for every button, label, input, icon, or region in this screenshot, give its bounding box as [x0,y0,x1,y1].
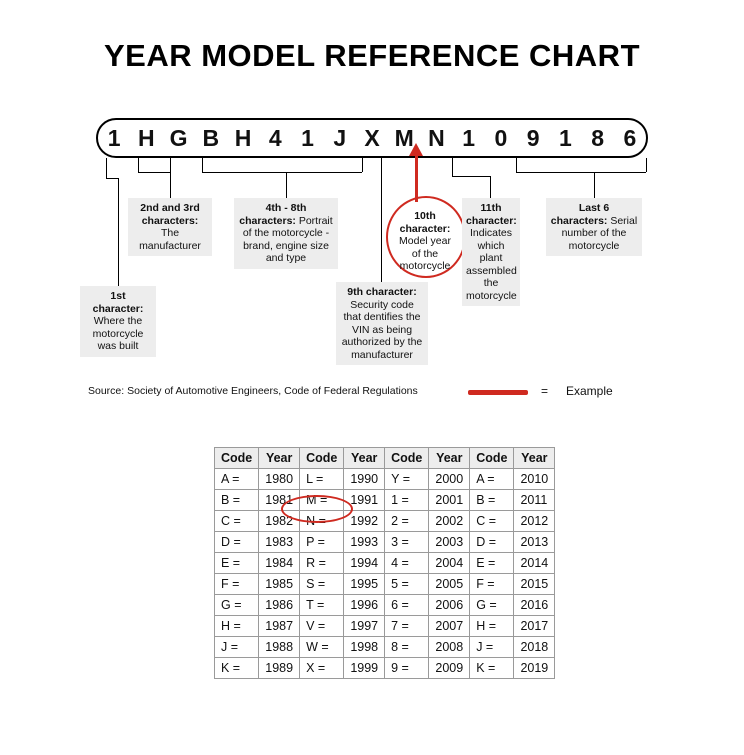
table-cell: 1999 [344,658,385,679]
table-cell: F = [215,574,259,595]
table-header-cell: Year [514,448,555,469]
table-cell: 2004 [429,553,470,574]
table-cell: 1980 [259,469,300,490]
leader-line-last6-b [646,158,647,172]
table-cell: 2012 [514,511,555,532]
table-cell: 2019 [514,658,555,679]
table-cell: F = [470,574,514,595]
table-cell: G = [470,595,514,616]
callout-last-six-body: Serial number of the motorcycle [561,214,638,252]
table-row [215,637,555,658]
table-header-row [215,448,555,469]
callout-tenth-heading: 10th character: [399,210,451,235]
callout-eleventh-heading: 11th character: [466,202,517,227]
leader-line-first-char-drop [118,178,119,286]
table-cell: C = [470,511,514,532]
vin-char: N [428,125,445,151]
table-cell: N = [300,511,344,532]
leader-line-first-char-down [106,158,107,178]
table-cell: K = [215,658,259,679]
table-row [215,658,555,679]
table-cell: 2010 [514,469,555,490]
table-cell: X = [300,658,344,679]
table-cell: E = [215,553,259,574]
callout-first-character-heading: 1st character: [92,290,144,315]
table-cell: 1988 [259,637,300,658]
table-cell: J = [215,637,259,658]
table-cell: S = [300,574,344,595]
table-cell: 2002 [429,511,470,532]
table-header-cell: Year [429,448,470,469]
table-row [215,511,555,532]
callout-second-third-characters [128,198,212,256]
table-cell: 2001 [429,490,470,511]
table-header-cell: Code [470,448,514,469]
table-cell: 1994 [344,553,385,574]
table-cell: B = [470,490,514,511]
red-arrow-shaft-icon [415,152,418,202]
legend-example-bar-icon [468,390,528,395]
vin-char: X [364,125,380,151]
table-header-cell: Code [215,448,259,469]
vin-number-box [96,118,648,158]
table-cell-highlighted-code: M = [300,490,344,511]
leader-line-last6-across [516,172,646,173]
leader-line-first-char-across [106,178,118,179]
table-cell: A = [215,469,259,490]
table-cell: 2 = [385,511,429,532]
source-text: Source: Society of Automotive Engineers, Code of Federal Regulations [88,385,418,397]
table-cell: 2017 [514,616,555,637]
callout-eleventh-body: Indicates which plant assembled the motorcycle [466,227,517,302]
table-cell: 1985 [259,574,300,595]
table-cell: 1995 [344,574,385,595]
table-row [215,532,555,553]
table-cell: 3 = [385,532,429,553]
table-cell: 2006 [429,595,470,616]
table-cell: 2007 [429,616,470,637]
table-cell: 2008 [429,637,470,658]
leader-line-11th-across [452,176,490,177]
vin-char: 4 [268,125,282,151]
vin-char: G [169,125,188,151]
vin-char: 8 [591,125,605,151]
table-cell: Y = [385,469,429,490]
table-cell: R = [300,553,344,574]
table-cell: J = [470,637,514,658]
table-cell: 2009 [429,658,470,679]
leader-line-2nd3rd-a [138,158,139,172]
table-cell: 1998 [344,637,385,658]
vin-char: 0 [494,125,508,151]
table-cell: 2000 [429,469,470,490]
table-cell: 2014 [514,553,555,574]
table-cell: 2018 [514,637,555,658]
callout-fourth-eighth-characters [234,198,338,269]
table-cell: 6 = [385,595,429,616]
table-cell: 1986 [259,595,300,616]
vin-char: H [138,125,155,151]
leader-line-4th8th-across [202,172,362,173]
table-row [215,574,555,595]
leader-line-2nd3rd-drop [170,172,171,198]
table-cell: 2005 [429,574,470,595]
callout-second-third-body: The manufacturer [139,227,201,252]
table-cell: 2003 [429,532,470,553]
table-cell: 1982 [259,511,300,532]
table-row [215,469,555,490]
table-cell: L = [300,469,344,490]
table-cell: P = [300,532,344,553]
page-title: YEAR MODEL REFERENCE CHART [103,38,641,73]
callout-ninth-heading: 9th character: [347,286,417,298]
table-cell: K = [470,658,514,679]
leader-line-11th-a [452,158,453,176]
vin-char: 1 [107,125,121,151]
table-row [215,490,555,511]
callout-tenth-character [390,206,460,277]
leader-line-4th8th-a [202,158,203,172]
table-cell: 1 = [385,490,429,511]
table-cell: 1983 [259,532,300,553]
year-code-table [214,447,555,679]
table-cell: 1981 [259,490,300,511]
callout-last-six-characters [546,198,642,256]
leader-line-4th8th-b [362,158,363,172]
table-cell: 9 = [385,658,429,679]
table-cell: 8 = [385,637,429,658]
vin-char: 9 [526,125,540,151]
table-cell: 5 = [385,574,429,595]
leader-line-last6-drop [594,172,595,198]
table-cell: B = [215,490,259,511]
callout-tenth-body: Model year of the motorcycle [399,235,451,272]
table-header-cell: Year [344,448,385,469]
table-cell: 1984 [259,553,300,574]
callout-fourth-eighth-body: Portrait of the motorcycle - brand, engine size and type [242,214,333,264]
table-cell: 1993 [344,532,385,553]
vin-char: 1 [301,125,314,151]
table-cell: A = [470,469,514,490]
table-cell: 1997 [344,616,385,637]
table-header-cell: Year [259,448,300,469]
table-cell: 2011 [514,490,555,511]
table-cell: 1989 [259,658,300,679]
table-cell: 1987 [259,616,300,637]
leader-line-4th8th-drop [286,172,287,198]
table-cell: C = [215,511,259,532]
vin-char: B [202,125,220,151]
table-cell: 1992 [344,511,385,532]
callout-second-third-heading: 2nd and 3rd characters: [140,202,200,227]
table-header-cell: Code [300,448,344,469]
table-cell: 2013 [514,532,555,553]
vin-char: 1 [559,125,572,151]
table-cell: H = [215,616,259,637]
table-row [215,616,555,637]
callout-eleventh-character [462,198,520,306]
vin-char: 1 [462,125,476,151]
legend-equals-sign: = [541,384,549,398]
table-cell: V = [300,616,344,637]
table-cell: W = [300,637,344,658]
leader-line-2nd3rd-across [138,172,170,173]
table-cell: 2015 [514,574,555,595]
table-cell: D = [215,532,259,553]
callout-first-character-body: Where the motorcycle was built [92,315,144,352]
leader-line-9th-drop [381,158,382,282]
table-cell: 4 = [385,553,429,574]
callout-last-six-heading: Last 6 characters: [550,202,610,227]
leader-line-2nd3rd-b [170,158,171,172]
table-cell: H = [470,616,514,637]
table-header-cell: Code [385,448,429,469]
callout-first-character [80,286,156,357]
leader-line-11th-drop [490,176,491,198]
table-row [215,553,555,574]
table-cell: 1990 [344,469,385,490]
vin-char: 6 [623,125,637,151]
legend-example-label: Example [566,384,613,398]
callout-ninth-body: Security code that dentifies the VIN as being authorized by the manufacturer [341,298,423,361]
table-cell: 7 = [385,616,429,637]
vin-char: M [394,125,414,151]
leader-line-last6-a [516,158,517,172]
callout-ninth-character [336,282,428,365]
table-cell-highlighted-year: 1991 [344,490,385,511]
table-cell: 1996 [344,595,385,616]
table-cell: E = [470,553,514,574]
table-row [215,595,555,616]
callout-fourth-eighth-heading: 4th - 8th characters: [239,202,307,227]
table-cell: G = [215,595,259,616]
vin-char: J [333,125,347,151]
table-cell: D = [470,532,514,553]
table-cell: T = [300,595,344,616]
table-cell: 2016 [514,595,555,616]
vin-char: H [234,125,252,151]
